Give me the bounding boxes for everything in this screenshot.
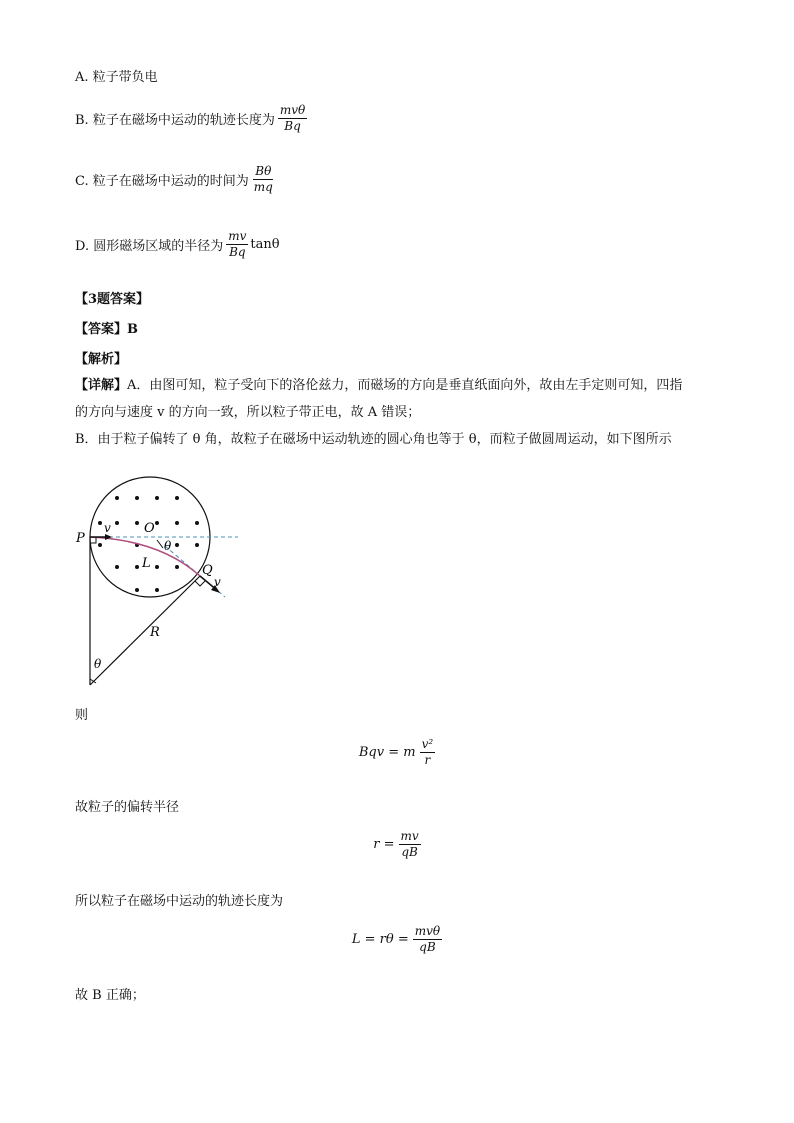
- equation-2-lhs: r =: [373, 837, 395, 853]
- text-length-intro: 所以粒子在磁场中运动的轨迹长度为: [75, 894, 284, 909]
- option-c: [75, 165, 275, 194]
- equation-2-numerator: mv: [399, 830, 421, 845]
- equation-3-numerator: mvθ: [413, 925, 442, 940]
- detail-line-2: 的方向与速度 v 的方向一致，所以粒子带正电，故 A 错误；: [75, 405, 421, 420]
- equation-3: [0, 925, 794, 954]
- label-l: L: [142, 556, 151, 571]
- option-a-text: A. 粒子带负电: [75, 70, 158, 85]
- option-c-fraction: [252, 165, 275, 194]
- equation-2-denominator: qB: [401, 845, 418, 860]
- label-o: O: [144, 521, 155, 536]
- option-b-text: B. 粒子在磁场中运动的轨迹长度为: [75, 113, 275, 129]
- label-theta-bottom: θ: [94, 657, 102, 671]
- option-c-denominator: mq: [253, 180, 273, 195]
- option-b-denominator: Bq: [284, 119, 301, 134]
- label-r: R: [150, 625, 160, 640]
- text-conclusion: 故 B 正确；: [75, 988, 145, 1003]
- equation-1: [0, 738, 794, 767]
- question-answer-header: 【3题答案】: [75, 292, 150, 307]
- equation-1-numerator: v²: [420, 738, 436, 753]
- equation-3-lhs: L = rθ =: [351, 932, 409, 948]
- equation-3-fraction: [413, 925, 442, 954]
- detail-line-1: [75, 372, 725, 399]
- analysis-header: 【解析】: [75, 352, 128, 367]
- answer-line: 【答案】B: [75, 322, 138, 337]
- option-b-numerator: mvθ: [278, 104, 307, 119]
- option-c-numerator: Bθ: [253, 165, 273, 180]
- equation-1-fraction: [420, 738, 436, 767]
- equation-2-fraction: [399, 830, 421, 859]
- equation-3-denominator: qB: [419, 940, 436, 955]
- equation-1-lhs: Bqv = m: [358, 745, 416, 761]
- text-radius-intro: 故粒子的偏转半径: [75, 800, 180, 815]
- text-ze: 则: [75, 708, 89, 723]
- option-d-fraction: [226, 230, 248, 259]
- option-c-text: C. 粒子在磁场中运动的时间为: [75, 174, 249, 190]
- detail-line-1-text: A．由图可知，粒子受向下的洛伦兹力，而磁场的方向是垂直纸面向外，故由左手定则可知，四指: [127, 378, 683, 393]
- equation-1-denominator: r: [424, 753, 431, 768]
- radius-line-slanted: [90, 576, 200, 685]
- field-dots: [98, 496, 199, 592]
- label-q: Q: [202, 563, 213, 578]
- option-a: [75, 66, 158, 85]
- option-d-denominator: Bq: [229, 245, 246, 260]
- detail-line-3: B．由于粒子偏转了 θ 角，故粒子在磁场中运动轨迹的圆心角也等于 θ，而粒子做圆周运动，如下图所示: [75, 432, 672, 447]
- detail-paragraph: [75, 372, 725, 453]
- option-d-suffix: tanθ: [250, 237, 280, 253]
- label-p: P: [76, 531, 85, 546]
- label-v-p: v: [104, 521, 111, 535]
- option-d-numerator: mv: [226, 230, 248, 245]
- option-d-text: D. 圆形磁场区域的半径为: [75, 239, 224, 255]
- option-b-fraction: [278, 104, 307, 133]
- label-theta-o: θ: [164, 539, 172, 553]
- magnetic-field-diagram: [70, 470, 250, 695]
- detail-tag: 【详解】: [75, 378, 128, 393]
- label-v-q: v: [214, 575, 221, 589]
- option-d: [75, 230, 280, 259]
- equation-2: [0, 830, 794, 859]
- option-b: [75, 104, 307, 133]
